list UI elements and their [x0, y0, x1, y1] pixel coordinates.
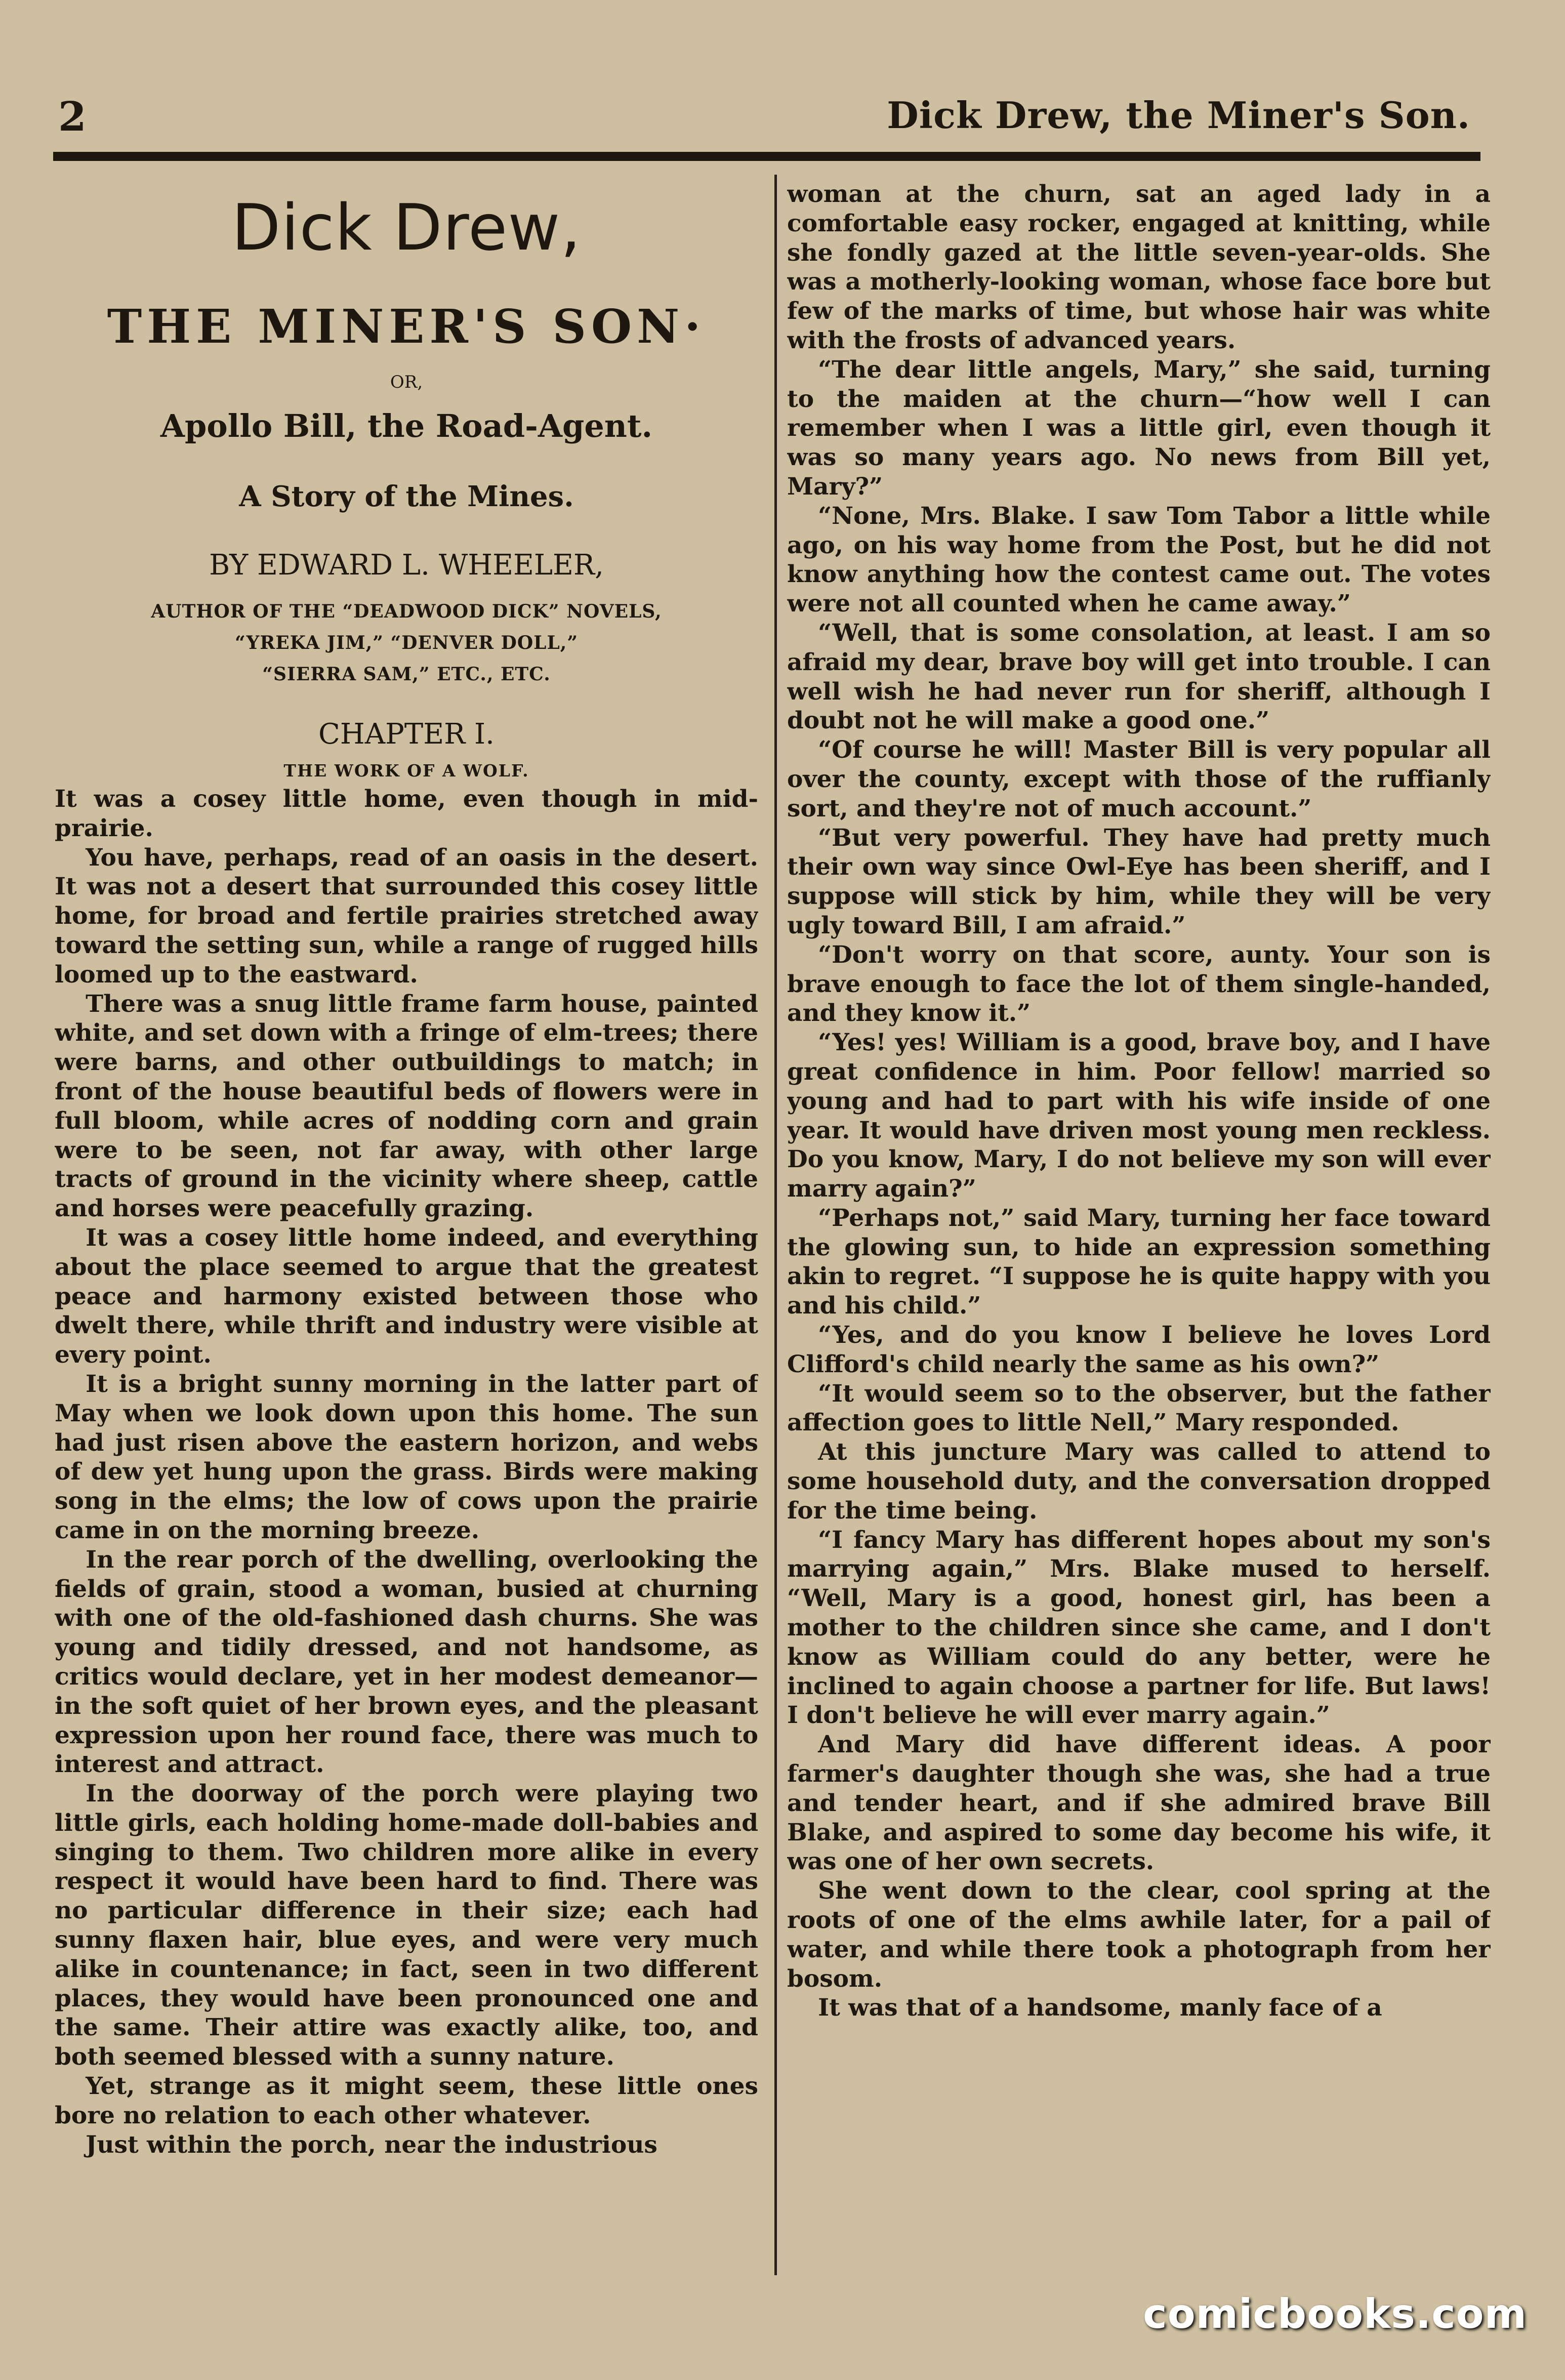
story-subtitle: THE MINER'S SON·	[107, 299, 706, 354]
paragraph: There was a snug little frame farm house, painted white, and set down with a fringe of elm-trees; there were barns, and other outbuildings to match; in front of the house beautiful beds of flowers were in full bloom, while acres of nodding corn and grain were to be seen, not far away, with other large tracts of ground in the vicinity where sheep, cattle and horses were peacefully grazing.	[55, 990, 758, 1223]
paragraph: Yet, strange as it might seem, these little ones bore no relation to each other whatever.	[55, 2072, 758, 2129]
or-line: OR,	[390, 372, 423, 392]
paragraph: She went down to the clear, cool spring at the roots of one of the elms awhile later, for a pail of water, and while there took a photograph from her bosom.	[787, 1877, 1491, 1993]
paragraph: In the rear porch of the dwelling, overlooking the fields of grain, stood a woman, busied at churning with one of the old-fashioned dash churns. She was young and tidily dressed, and not handsome, as critics would declare, yet in her modest demeanor—in the soft quiet of her brown eyes, and the pleasant expression upon her round face, there was much to interest and attract.	[55, 1545, 758, 1779]
paragraph: And Mary did have different ideas. A poor farmer's daughter though she was, she had a true and tender heart, and if she admired brave Bill Blake, and aspired to some day become his wife, it was one of her own secrets.	[787, 1731, 1491, 1876]
paragraph: You have, perhaps, read of an oasis in the desert. It was not a desert that surrounded this cosey little home, for broad and fertile prairies stretched away toward the setting sun, while a range of rugged hills loomed up to the eastward.	[55, 843, 758, 989]
alternate-title: Apollo Bill, the Road-Agent.	[160, 407, 653, 444]
site-watermark: comicbooks.com	[1143, 2290, 1527, 2337]
chapter-title: THE WORK OF A WOLF.	[283, 761, 529, 781]
paragraph: “Perhaps not,” said Mary, turning her face toward the glowing sun, to hide an expression something akin to regret. “I suppose he is quite happy with you and his child.”	[787, 1204, 1491, 1320]
page-number: 2	[58, 93, 87, 140]
paragraph: It was a cosey little home indeed, and everything about the place seemed to argue that the greatest peace and harmony existed between those who dwelt there, while thrift and industry were visible at every point.	[55, 1223, 758, 1369]
paragraph: “Yes, and do you know I believe he loves Lord Clifford's child nearly the same as his own?”	[787, 1321, 1491, 1378]
paragraph: In the doorway of the porch were playing two little girls, each holding home-made doll-babies and singing to them. Two children more alike in every respect it would have been hard to find. There was no particular difference in their size; each had sunny flaxen hair, blue eyes, and were very much alike in countenance; in fact, seen in two different places, they would have been pronounced one and the same. Their attire was exactly alike, too, and both seemed blessed with a sunny nature.	[55, 1780, 758, 2071]
paragraph: woman at the churn, sat an aged lady in a comfortable easy rocker, engaged at knitting, while she fondly gazed at the little seven-year-olds. She was a motherly-looking woman, whose face bore but few of the marks of time, but whose hair was white with the frosts of advanced years.	[787, 180, 1491, 354]
running-title: Dick Drew, the Miner's Son.	[887, 94, 1470, 137]
byline: BY EDWARD L. WHEELER,	[209, 549, 604, 582]
right-column	[787, 180, 1491, 2280]
paragraph: “Of course he will! Master Bill is very popular all over the county, except with those of the ruffianly sort, and they're not of much account.”	[787, 736, 1491, 823]
author-credits	[55, 596, 758, 690]
paragraph: “The dear little angels, Mary,” she said, turning to the maiden at the churn—“how well I can remember when I was a little girl, even though it was so many years ago. No news from Bill yet, Mary?”	[787, 355, 1491, 501]
header-rule	[53, 152, 1480, 161]
paragraph: “Well, that is some consolation, at least. I am so afraid my dear, brave boy will get into trouble. I can well wish he had never run for sheriff, although I doubt not he will make a good one.”	[787, 619, 1491, 735]
paragraph: “None, Mrs. Blake. I saw Tom Tabor a little while ago, on his way home from the Post, but he did not know anything how the contest came out. The votes were not all counted when he came away.”	[787, 502, 1491, 618]
credit-line: “SIERRA SAM,” ETC., ETC.	[262, 664, 551, 685]
chapter-heading: CHAPTER I.	[318, 718, 495, 751]
paragraph: “But very powerful. They have had pretty much their own way since Owl-Eye has been sheriff, and I suppose will stick by him, while they will be very ugly toward Bill, I am afraid.”	[787, 824, 1491, 939]
paragraph: At this juncture Mary was called to attend to some household duty, and the conversation dropped for the time being.	[787, 1438, 1491, 1525]
credit-line: “YREKA JIM,” “DENVER DOLL,”	[234, 632, 579, 653]
paragraph: “I fancy Mary has different hopes about my son's marrying again,” Mrs. Blake mused to herself. “Well, Mary is a good, honest girl, has been a mother to the children since she came, and I don't know as William could do any better, were he inclined to again choose a partner for life. But laws! I don't believe he will ever marry again.”	[787, 1526, 1491, 1730]
story-title: Dick Drew,	[231, 190, 582, 265]
left-column	[55, 180, 758, 2280]
paragraph: It was that of a handsome, manly face of a	[818, 1994, 1382, 2022]
story-tagline: A Story of the Mines.	[239, 480, 574, 513]
paragraph: “It would seem so to the observer, but the father affection goes to little Nell,” Mary responded.	[787, 1379, 1491, 1437]
paragraph: “Don't worry on that score, aunty. Your son is brave enough to face the lot of them single-handed, and they know it.”	[787, 940, 1491, 1028]
column-divider	[774, 175, 777, 2275]
page-header	[53, 89, 1480, 144]
title-block	[55, 190, 758, 781]
paragraph: “Yes! yes! William is a good, brave boy, and I have great confidence in him. Poor fellow! married so young and had to part with his wife inside of one year. It would have driven most young men reckless. Do you know, Mary, I do not believe my son will ever marry again?”	[787, 1029, 1491, 1203]
paragraph: It is a bright sunny morning in the latter part of May when we look down upon this home. The sun had just risen above the eastern horizon, and webs of dew yet hung upon the grass. Birds were making song in the elms; the low of cows upon the prairie came in on the morning breeze.	[55, 1370, 758, 1544]
paragraph: It was a cosey little home, even though in mid-prairie.	[55, 785, 758, 842]
credit-line: AUTHOR OF THE “DEADWOOD DICK” NOVELS,	[151, 601, 662, 622]
paragraph: Just within the porch, near the industrious	[86, 2130, 657, 2159]
